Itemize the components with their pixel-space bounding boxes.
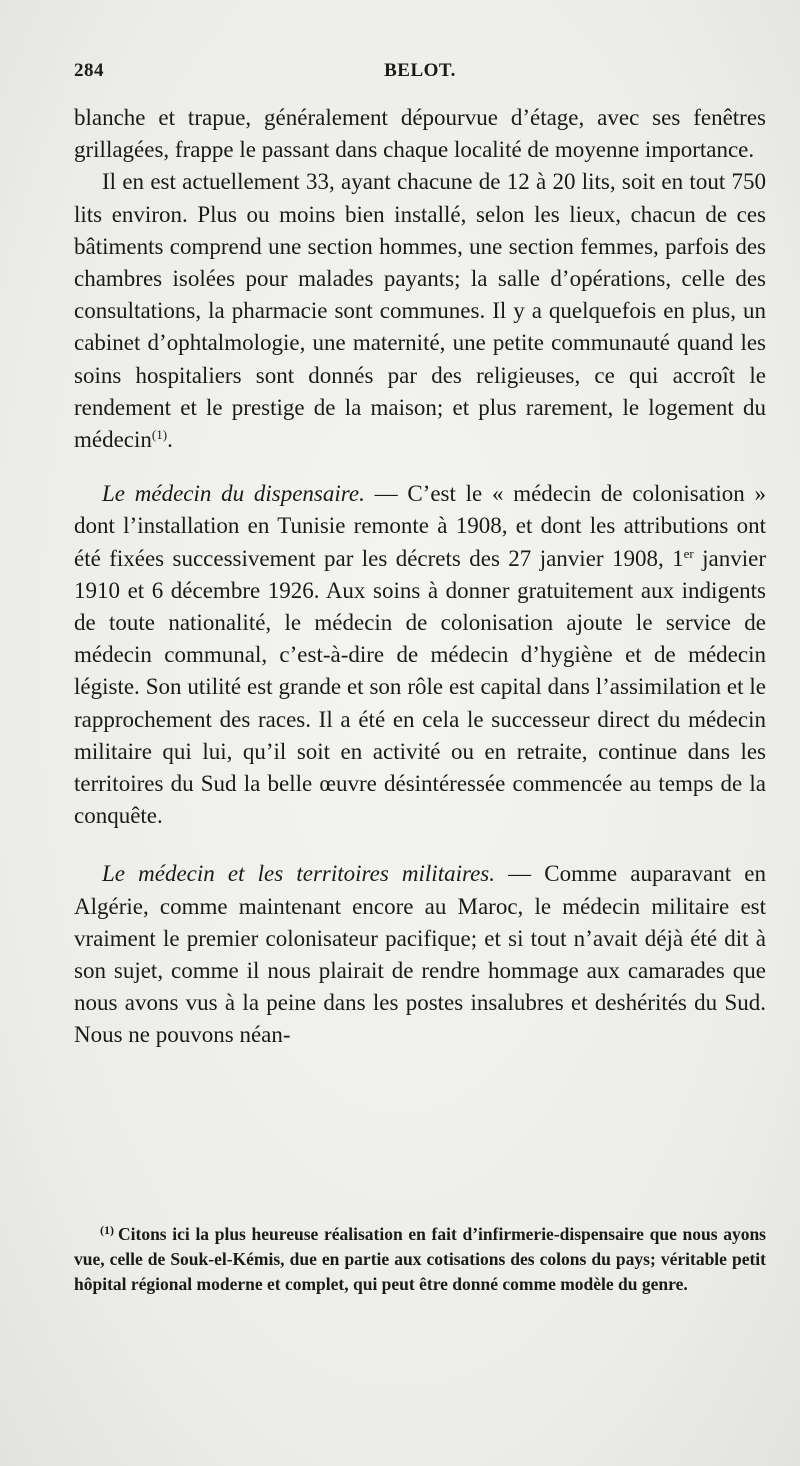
footnotes — [74, 1222, 766, 1297]
footnote-marker: (1) — [100, 1223, 114, 1237]
paragraph-text: blanche et trapue, généralement dépourvue d’étage, avec ses fenêtres grillagées, frappe le passant dans chaque localité de moyenne importance. — [74, 105, 766, 163]
paragraph-text: — Comme auparavant en Algérie, comme maintenant encore au Maroc, le médecin militaire est vraiment le premier colonisateur pacifique; et si tout n’avait déjà été dit à son sujet, comme il nous plairait de rendre hommage aux camarades que nous avons vus à la peine dans les postes insalubres et deshérités du Sud. Nous ne pouvons néan- — [74, 861, 766, 1048]
paragraph-end: . — [167, 427, 173, 453]
running-title: BELOT. — [384, 60, 456, 81]
page-number: 284 — [74, 60, 104, 81]
paragraph-medecin-territoires — [74, 858, 766, 1051]
main-text — [74, 102, 766, 1052]
paragraph-text: — C’est le « médecin de colonisation » dont l’installation en Tunisie remonte à 1908, et dont les attributions ont été fixées successivement par les décrets des 27 janvier 1908, 1 — [74, 481, 766, 571]
paragraph-medecin-dispensaire — [74, 478, 766, 832]
footnote-text: Citons ici la plus heureuse réalisation en fait d’infirmerie-dispensaire que nous ayons vue, celle de Souk-el-Kémis, due en partie aux cotisations des colons du pays; véritable petit hôpital régional moderne et complet, qui peut être donné comme modèle du genre. — [74, 1224, 766, 1294]
page-header — [74, 60, 766, 90]
paragraph-dispensary-count — [74, 166, 766, 456]
footnote-1 — [74, 1222, 766, 1297]
ordinal-suffix: er — [683, 545, 694, 561]
paragraph-continuation — [74, 102, 766, 166]
footnote-reference: (1) — [151, 427, 168, 443]
paragraph-text: janvier 1910 et 6 décembre 1926. Aux soins à donner gratuitement aux indigents de toute nationalité, le médecin de colonisation ajoute le service de médecin communal, c’est-à-dire de médecin d’hygiène et de médecin légiste. Son utilité est grande et son rôle est capital dans l’assimilation et le rapprochement des races. Il a été en cela le successeur direct du médecin militaire qui lui, qu’il soit en activité ou en retraite, continue dans les territoires du Sud la belle œuvre désintéressée commencée au temps de la conquête. — [74, 545, 766, 829]
paragraph-text: Il en est actuellement 33, ayant chacune de 12 à 20 lits, soit en tout 750 lits environ. Plus ou moins bien installé, selon les lieux, chacun de ces bâtiments comprend une section hommes, une section femmes, parfois des chambres isolées pour malades payants; la salle d’opérations, celle des consultations, la pharmacie sont communes. Il y a quelquefois en plus, un cabinet d’ophtalmologie, une maternité, une petite communauté quand les soins hospitaliers sont donnés par des religieuses, ce qui accroît le rendement et le prestige de la maison; et plus rarement, le logement du médecin — [74, 169, 766, 453]
section-heading: Le médecin et les territoires militaires. — [102, 861, 495, 887]
section-heading: Le médecin du dispensaire. — [102, 481, 365, 507]
